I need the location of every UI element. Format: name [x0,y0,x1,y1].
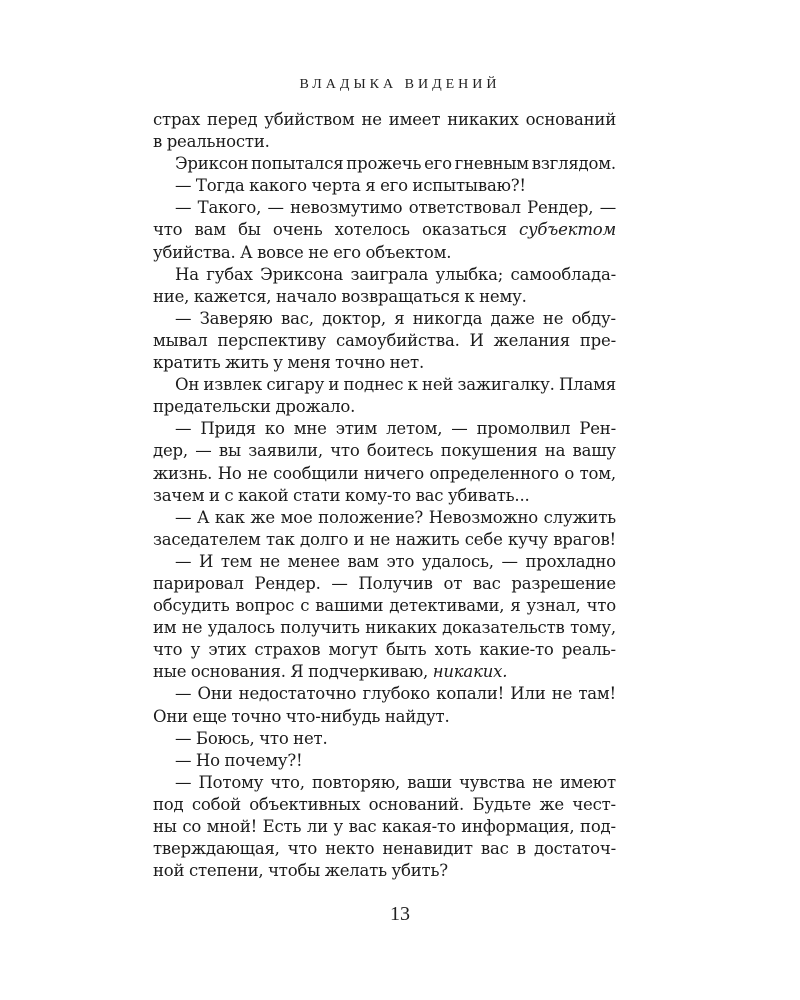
text-line [153,683,616,705]
word: имеет [388,110,441,129]
text-line [153,374,616,396]
word: — [175,750,192,770]
text-line [153,440,616,462]
word: врагов! [553,529,616,549]
word: так [265,529,295,549]
word: На [175,264,199,284]
word: мной! [206,817,258,836]
word: прохладно [525,551,616,571]
text-line [153,308,616,330]
word: вовсе [257,242,304,262]
word: пре- [579,330,616,350]
running-head: ВЛАДЫКА ВИДЕНИЙ [299,77,501,92]
word: не [542,308,564,328]
word: ние, [153,286,190,306]
word: что [153,220,183,240]
word: нет. [389,353,425,373]
word: же [250,507,275,527]
word: — [331,573,348,593]
word: перед [207,110,258,129]
word: Он [175,375,200,395]
word: никаких. [432,662,508,682]
word: даже [490,308,535,328]
word: губах [206,264,253,284]
word: глубоко [362,684,431,704]
word: вас [348,817,377,836]
word: самооблада- [510,264,616,284]
word: А [240,242,253,262]
word: ной [153,861,185,881]
word: какая-то [381,817,456,836]
word: доктор, [322,308,386,328]
word: подчеркиваю, [308,662,429,682]
word: точно [231,706,282,726]
text-line [153,197,616,219]
word: под- [580,817,616,836]
word: желать [324,861,387,881]
word: Я [290,662,304,682]
word: убить? [391,861,448,881]
word: хотелось [334,220,410,240]
word: чувства [459,772,526,792]
word: — [175,198,192,218]
text-line [153,418,616,440]
word: не [361,110,382,129]
word: самоубийства. [336,330,460,350]
word: Невозможно [428,507,538,527]
word: обсудить [153,596,230,616]
word: Заверяю [199,308,273,328]
word: реаль- [561,640,616,660]
text-line [153,529,616,551]
word: гневным [454,154,529,174]
word: долго [300,529,349,549]
word: — [195,441,212,461]
word: и [328,375,340,395]
word: узнал, [526,596,581,616]
word: Они [153,706,188,726]
word: кратить [153,353,221,373]
word: черта [311,176,361,196]
word: нему. [479,286,527,306]
word: я [365,176,376,196]
word: достаточ- [533,839,616,859]
word: степени, [188,861,264,881]
word: бы [238,220,261,240]
word: прожечь [346,154,422,174]
word: хоть [434,640,472,660]
word: Рен- [579,419,616,439]
text-line [153,639,616,661]
word: заседателем [153,529,261,549]
word: чтобы [268,861,321,881]
word: что [259,728,289,748]
word: объективных [249,794,361,814]
word: у [190,640,201,660]
word: Рендер, [527,198,594,218]
word: его [380,176,408,196]
text-line [153,816,616,838]
word: со [182,817,202,836]
text-line [153,772,616,794]
word: доказательств [442,618,565,638]
word: и [208,485,220,505]
word: А [196,507,210,527]
word: Есть [262,817,302,836]
word: летом, [386,419,443,439]
word: дер, [153,441,188,461]
word: очень [272,220,323,240]
word: — [175,308,192,328]
word: ные [153,662,187,682]
word: покушения [440,441,538,461]
word: повторяю, [311,772,401,792]
text-line [153,860,616,882]
text-line [153,330,616,352]
word: к [407,375,418,395]
text-line [153,573,616,595]
word: какого [249,176,307,196]
text-line [153,463,616,485]
word: начало [275,286,337,306]
word: — [175,176,192,196]
word: вас [480,839,509,859]
word: о [564,463,575,483]
word: оказаться [421,220,507,240]
word: — [267,198,284,218]
word: положение? [318,507,424,527]
word: Получив [358,573,433,593]
word: извлек [203,375,263,395]
word: никаких [365,618,437,638]
word: мывал [153,330,208,350]
word: могут [328,640,378,660]
word: зажигалку. [457,375,555,395]
word: основания. [190,662,286,682]
text-line [153,794,616,816]
word: тому, [570,618,616,638]
word: у [273,353,283,373]
word: недостаточно [238,684,357,704]
word: И [469,330,484,350]
word: ответствовал [408,198,521,218]
word: заявили, [248,441,323,461]
word: быть [386,640,427,660]
word: — [175,684,192,704]
word: служить [543,507,616,527]
word: поднес [343,375,404,395]
word: и [353,529,365,549]
word: ны [153,817,177,836]
word: Потому [198,772,264,792]
word: Пламя [558,375,616,395]
word: не [551,684,573,704]
word: кажется, [193,286,272,306]
text-line [153,551,616,573]
word: жизнь. [153,463,213,483]
text-line [153,617,616,639]
text-line [153,286,616,308]
text-line [153,750,616,772]
word: собой [191,794,241,814]
word: я [510,596,521,616]
word: вас [472,573,501,593]
word: И [198,551,214,571]
word: оснований [525,110,616,129]
word: — [175,419,192,439]
word: попытался [251,154,344,174]
word: Эриксон [175,154,249,174]
word: его [333,242,361,262]
text-line [153,485,616,507]
word: оснований. [368,794,465,814]
word: под [153,794,184,814]
word: кому-то [344,485,411,505]
word: жить [225,353,269,373]
word: предательски [153,397,271,417]
word: обду- [571,308,616,328]
word: — [175,507,192,527]
word: сообщили [273,463,359,483]
word: почему?! [224,750,303,770]
word: определенного [429,463,559,483]
word: зачем [153,485,205,505]
word: заиграла [350,264,429,284]
word: ли [306,817,328,836]
text-line [153,706,616,728]
word: убивать... [447,485,530,505]
word: испытываю?! [412,176,526,196]
word: найдут. [384,706,450,726]
word: что, [270,772,305,792]
word: ненавидит [382,839,473,859]
word: не [247,463,268,483]
word: что [287,839,318,859]
page-number: 13 [390,903,410,925]
word: я [394,308,405,328]
word: не [369,529,391,549]
word: удалось, [421,551,494,571]
word: Они [197,684,233,704]
text-line [153,153,616,175]
word: вашими [315,596,384,616]
text-line [153,264,616,286]
word: точно [335,353,386,373]
word: — [451,419,468,439]
word: ко [264,419,285,439]
text-line [153,352,616,374]
word: какой [238,485,289,505]
word: удалось [207,618,275,638]
word: возвращаться [341,286,460,306]
text-line [153,838,616,860]
word: этих [208,640,247,660]
text-line [153,595,616,617]
word: вопрос [235,596,295,616]
word: никогда [412,308,483,328]
word: не [308,242,329,262]
word: Тогда [195,176,245,196]
text-line [153,396,616,418]
word: получить [280,618,360,638]
word: детективами, [389,596,505,616]
word: этим [335,419,378,439]
word: ней [422,375,454,395]
word: Придя [200,419,256,439]
word: что-нибудь [285,706,381,726]
word: же [539,794,564,814]
word: убийством [264,110,355,129]
word: боитесь [366,441,434,461]
word: никаких [447,110,519,129]
word: сигару [266,375,325,395]
word: имеют [559,772,616,792]
word: какие-то [479,640,554,660]
word: его [424,154,452,174]
word: страхов [254,640,321,660]
word: от [443,573,463,593]
word: еще [192,706,227,726]
word: — [175,772,192,792]
word: разрешение [511,573,616,593]
word: тем [220,551,252,571]
word: вам [347,551,379,571]
word: там! [578,684,616,704]
text-line [153,109,616,131]
word: убийства. [153,242,236,262]
word: кучу [508,529,548,549]
word: Или [510,684,546,704]
word: что [153,640,183,660]
word: вы [218,441,241,461]
text-line [153,131,616,153]
word: — [599,198,616,218]
word: в [153,132,163,152]
word: с [300,596,310,616]
word: желания [493,330,570,350]
word: Такого, [197,198,262,218]
word: с [224,485,234,505]
word: Но [195,750,220,770]
word: вас, [280,308,314,328]
word: менее [287,551,340,571]
text-line [153,507,616,529]
word: страх [153,110,201,129]
word: Боюсь, [195,728,255,748]
word: дрожало. [275,397,356,417]
word: чест- [572,794,616,814]
word: — [175,728,192,748]
word: Но [217,463,242,483]
word: объектом. [365,242,452,262]
word: к [464,286,475,306]
word: Будьте [472,794,532,814]
word: как [214,507,245,527]
word: стати [293,485,341,505]
text-line [153,219,616,241]
word: перспективу [217,330,327,350]
word: Рендер. [254,573,321,593]
word: — [501,551,518,571]
word: им [153,618,177,638]
word: не [181,618,203,638]
word: тверждающая, [153,839,280,859]
word: взглядом. [531,154,616,174]
word: — [175,551,192,571]
text-line [153,242,616,264]
word: не [532,772,553,792]
word: мое [280,507,313,527]
word: субъектом [519,220,616,240]
word: том, [579,463,616,483]
word: некто [325,839,375,859]
word: ваши [407,772,452,792]
word: промолвил [476,419,571,439]
word: невозмутимо [290,198,403,218]
word: нажить [395,529,460,549]
word: не [259,551,280,571]
word: это [386,551,415,571]
word: на [544,441,566,461]
word: что [330,441,360,461]
word: нет. [293,728,328,748]
word: реальности. [166,132,270,152]
word: парировал [153,573,244,593]
word: у [333,817,344,836]
word: информация, [461,817,575,836]
word: в [516,839,526,859]
word: копали! [436,684,505,704]
word: мне [293,419,327,439]
text-line [153,175,616,197]
word: улыбка; [435,264,504,284]
word: что [586,596,616,616]
word: вам [194,220,226,240]
word: вас [415,485,444,505]
word: вашу [572,441,616,461]
body-text [153,109,616,882]
text-line [153,728,616,750]
text-line [153,661,616,683]
word: меня [287,353,331,373]
word: Эриксона [260,264,344,284]
word: себе [464,529,503,549]
word: ничего [363,463,424,483]
